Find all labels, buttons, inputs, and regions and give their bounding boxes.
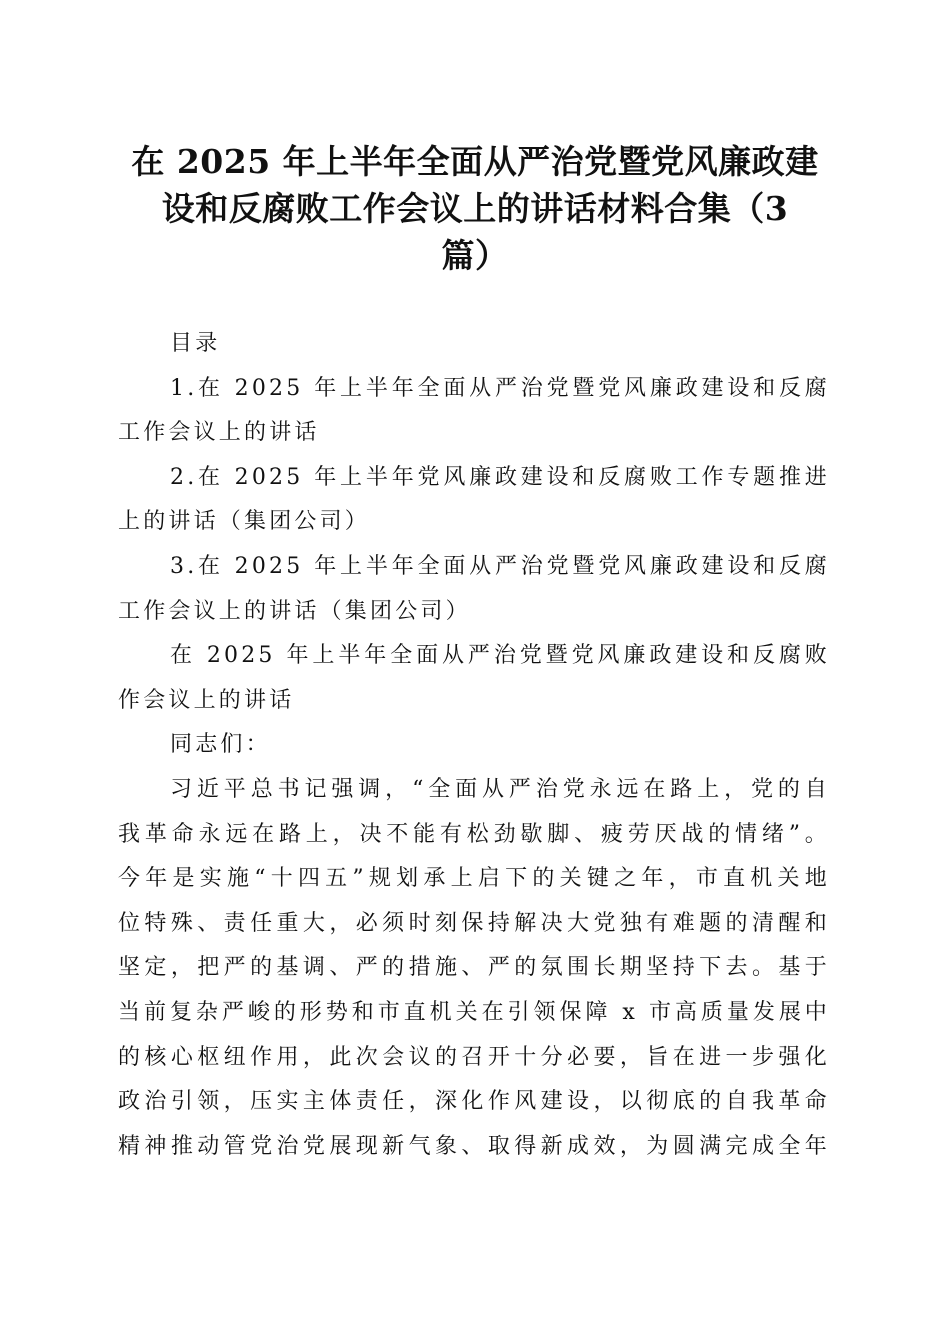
paragraph-line: 我革命永远在路上，决不能有松劲歇脚、疲劳厌战的情绪”。 [118,821,830,847]
paragraph-line: 政治引领，压实主体责任，深化作风建设，以彻底的自我革命 [118,1089,830,1115]
speech-title [118,634,830,723]
salutation: 同志们： [170,732,271,758]
toc-item-3 [118,545,830,634]
speech-title-line: 作会议上的讲话 [118,687,295,713]
toc-item-line: 2.在 2025 年上半年党风廉政建设和反腐败工作专题推进 [170,464,830,490]
toc-item-line: 3.在 2025 年上半年全面从严治党暨党风廉政建设和反腐 [170,553,830,579]
toc-item-2 [118,456,830,545]
toc-item-line: 工作会议上的讲话（集团公司） [118,598,471,624]
toc-heading: 目录 [170,331,221,356]
toc-item-line: 1.在 2025 年上半年全面从严治党暨党风廉政建设和反腐 [170,375,830,401]
speech-title-line: 在 2025 年上半年全面从严治党暨党风廉政建设和反腐败 [170,643,830,669]
paragraph-line: 习近平总书记强调，“全面从严治党永远在路上，党的自 [170,776,830,802]
title-line: 在 2025 年上半年全面从严治党暨党风廉政建 [131,142,819,181]
paragraph-line: 坚定，把严的基调、严的措施、严的氛围长期坚持下去。基于 [118,955,830,981]
body-paragraph [118,768,830,1169]
paragraph-line: 精神推动管党治党展现新气象、取得新成效，为圆满完成全年 [118,1133,830,1159]
paragraph-line: 今年是实施“十四五”规划承上启下的关键之年，市直机关地 [118,866,830,892]
toc-item-1 [118,367,830,456]
title-line: 设和反腐败工作会议上的讲话材料合集（3 [161,189,789,228]
paragraph-line: 的核心枢纽作用，此次会议的召开十分必要，旨在进一步强化 [118,1044,830,1070]
document-title [118,138,832,279]
paragraph-line: 当前复杂严峻的形势和市直机关在引领保障 x 市高质量发展中 [118,999,830,1025]
paragraph-line: 位特殊、责任重大，必须时刻保持解决大党独有难题的清醒和 [118,910,830,936]
toc-item-line: 上的讲话（集团公司） [118,509,371,535]
toc-item-line: 工作会议上的讲话 [118,420,320,446]
document-body [118,322,830,1169]
title-line: 篇） [441,236,509,275]
